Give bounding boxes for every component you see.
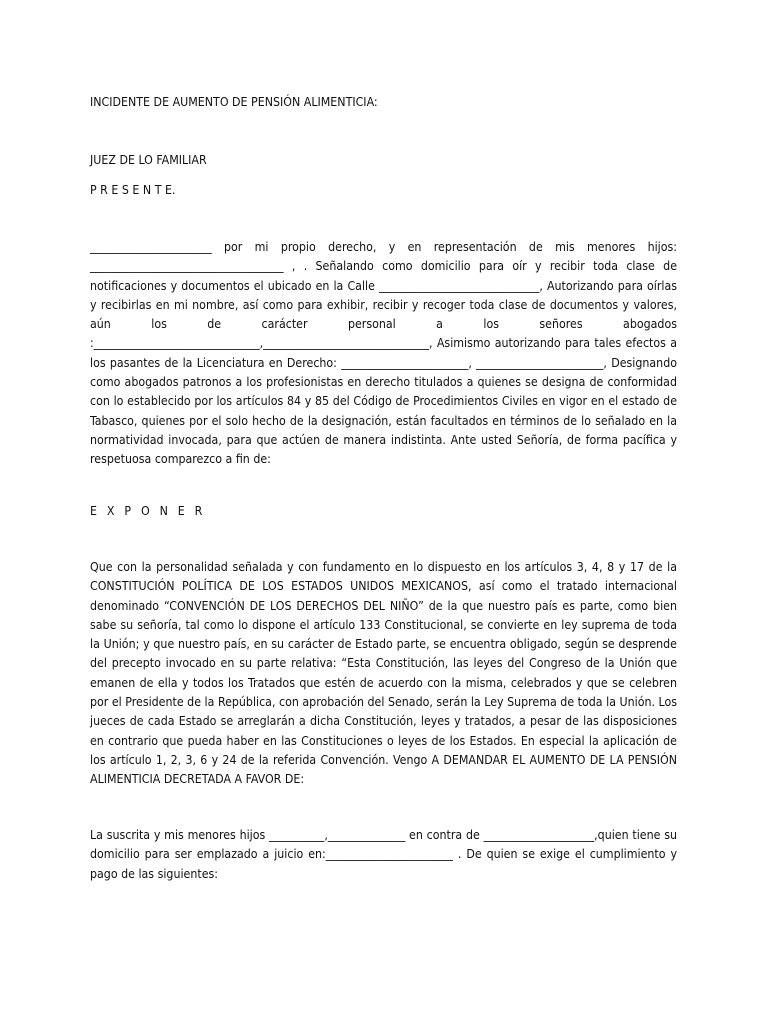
exponer-heading: E X P O N E R [90,504,206,518]
body-paragraph: Que con la personalidad señalada y con fundamento en lo dispuesto en los artículos 3, 4, 8 y 17 de la CONSTITUCIÓN POLÍTICA DE LOS ESTADOS UNIDOS MEXICANOS, así como el tratado internacional denominado “CONVENCIÓN DE LOS DERECHOS DEL NIÑO” de la que nuestro país es parte, como bien sabe su señoría, tal como lo dispone el artículo 133 Constitucional, se convierte en ley suprema de toda la Unión; y que nuestro país, en su carácter de Estado parte, se encuentra obligado, según se desprende del precepto invocado en su parte relativa: “Esta Constitución, las leyes del Congreso de la Unión que emanen de ella y todos los Tratados que estén de acuerdo con la misma, celebrados y que se celebren por el Presidente de la República, con aprobación del Senado, serán la Ley Suprema de toda la Unión. Los jueces de cada Estado se arreglarán a dicha Constitución, leyes y tratados, a pesar de las disposiciones en contrario que pueda haber en las Constituciones o leyes de los Estados. En especial la aplicación de los artículo 1, 2, 3, 6 y 24 de la referida Convención. Vengo A DEMANDAR EL AUMENTO DE LA PENSIÓN ALIMENTICIA DECRETADA A FAVOR DE: [90,560,677,787]
intro-paragraph: ______________________ por mi propio derecho, y en representación de mis menores hijos: ___________________________________ , . Señalando como domicilio para oír y recibir toda clase de notificaciones y documentos el ubicado en la Calle _____________________________, Autorizando para oírlas y recibirlas en mi nombre, así como para exhibir, recibir y recoger toda clase de documentos y valores, aún los de carácter personal a los señores abogados :______________________________,______________________________, Asimismo autorizando para tales efectos a los pasantes de la Licenciatura en Derecho: _______________________, _______________________, Designando como abogados patronos a los profesionistas en derecho titulados a quienes se designa de conformidad con lo establecido por los artículos 84 y 85 del Código de Procedimientos Civiles en vigor en el estado de Tabasco, quienes por el solo hecho de la designación, están facultados en términos de lo señalado en la normatividad invocada, para que actúen de manera indistinta. Ante usted Señoría, de forma pacífica y respetuosa comparezco a fin de: [90,240,677,467]
presente-heading: P R E S E N T E. [90,183,176,197]
document-title: INCIDENTE DE AUMENTO DE PENSIÓN ALIMENTICIA: [90,95,378,109]
addressee: JUEZ DE LO FAMILIAR [90,153,207,167]
closing-paragraph: La suscrita y mis menores hijos __________,______________ en contra de ____________________,quien tiene su domicilio para ser emplazado a juicio en:_______________________ . De quien se exige el cumplimiento y pago de las siguientes: [90,828,677,881]
